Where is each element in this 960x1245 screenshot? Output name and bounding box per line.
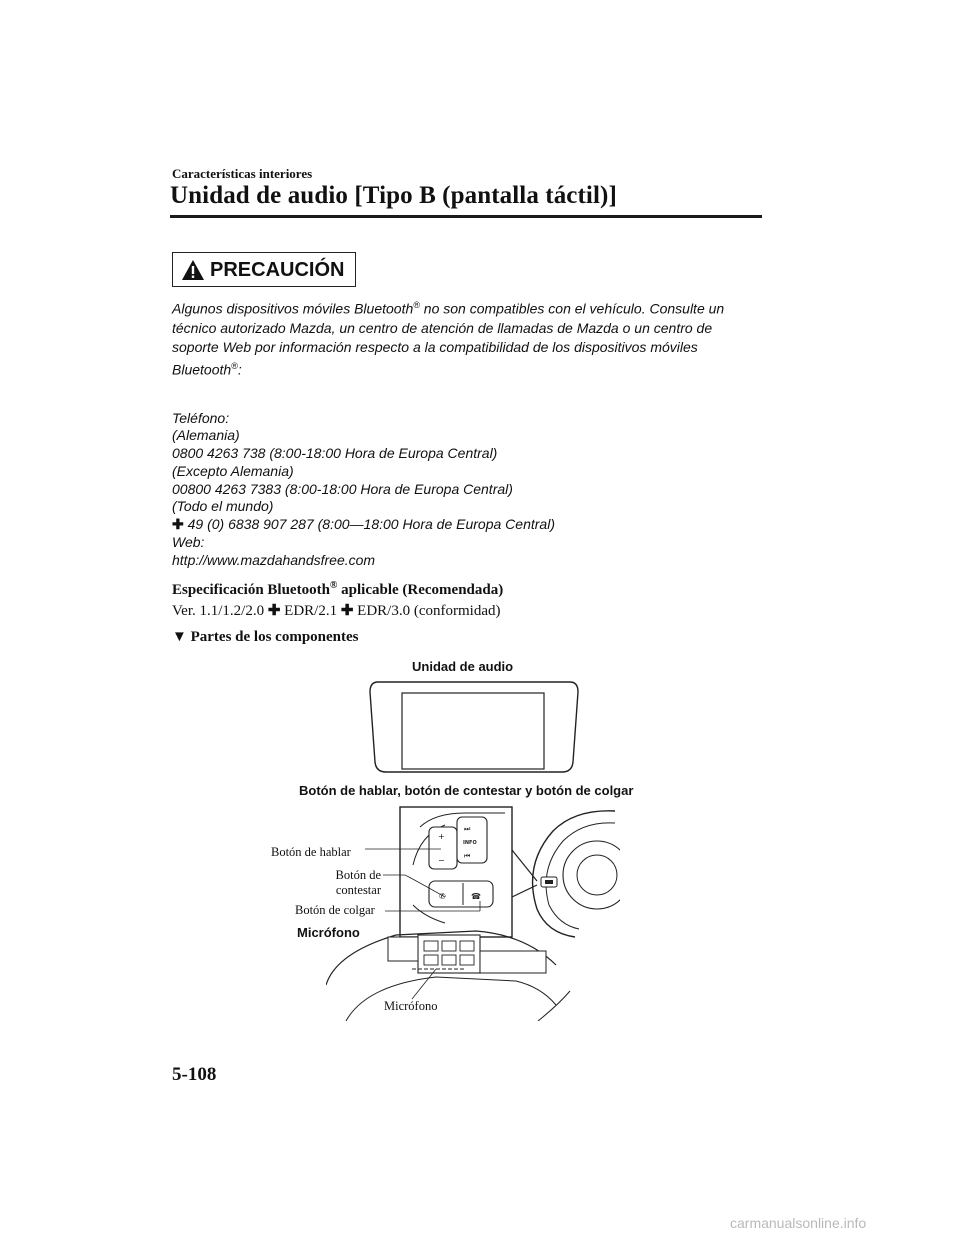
spec-value: Ver. 1.1/1.2/2.0 ✚ EDR/2.1 ✚ EDR/3.0 (conformidad) [172, 603, 501, 619]
title-rule [170, 215, 762, 218]
svg-text:⏭: ⏭ [464, 825, 471, 833]
contact-line: (Alemania) [172, 427, 240, 443]
plus-icon: ✚ [172, 516, 184, 532]
parts-heading: ▼ Partes de los componentes [172, 629, 359, 645]
page-number: 5-108 [172, 1064, 217, 1085]
caution-label: PRECAUCIÓN [210, 259, 345, 281]
plus-icon: ✚ [267, 603, 281, 619]
svg-text:INFO: INFO [463, 840, 477, 846]
watermark-link[interactable]: carmanualsonline.info [730, 1215, 867, 1231]
label-talk-button: Botón de hablar [271, 845, 351, 859]
contact-link[interactable]: http://www.mazdahandsfree.com [172, 552, 376, 568]
plus-icon: ✚ [340, 603, 354, 619]
svg-text:⏮: ⏮ [464, 852, 471, 860]
label-microphone-heading: Micrófono [297, 925, 360, 940]
spec-title: Especificación Bluetooth® aplicable (Recomendada) [172, 580, 504, 598]
contact-line: (Todo el mundo) [172, 498, 274, 514]
label-buttons: Botón de hablar, botón de contestar y botón de colgar [299, 783, 634, 798]
label-answer-button: Botón de contestar [335, 868, 381, 897]
contact-line: 00800 4263 7383 (8:00-18:00 Hora de Europa Central) [172, 481, 513, 497]
steering-wheel-buttons-illustration [365, 805, 620, 940]
label-microphone: Micrófono [384, 999, 438, 1013]
warning-triangle-icon [181, 259, 205, 281]
caution-text: Algunos dispositivos móviles Bluetooth® no son compatibles con el vehículo. Consulte un técnico autorizado Mazda, un centro de atención de llamadas de Mazda o un centro de soporte Web por información respecto a la compatibilidad de los dispositivos móviles Bluetooth®: [172, 300, 725, 378]
contact-line: Teléfono: [172, 410, 230, 426]
contact-line: ✚ 49 (0) 6838 907 287 (8:00—18:00 Hora de Europa Central) [172, 516, 555, 532]
svg-text:−: − [438, 856, 445, 865]
microphone-illustration [326, 925, 576, 1021]
contact-line: (Excepto Alemania) [172, 463, 294, 479]
svg-text:+: + [438, 832, 445, 841]
svg-text:☎: ☎ [471, 892, 481, 901]
svg-text:✆: ✆ [439, 892, 446, 901]
page-title: Unidad de audio [Tipo B (pantalla táctil)] [170, 182, 617, 209]
label-audio-unit: Unidad de audio [412, 659, 514, 674]
contact-line: 0800 4263 738 (8:00-18:00 Hora de Europa Central) [172, 445, 498, 461]
section-name: Características interiores [172, 166, 313, 181]
audio-unit-illustration [364, 678, 584, 776]
label-hangup-button: Botón de colgar [295, 903, 375, 917]
contact-line: Web: [172, 534, 205, 550]
